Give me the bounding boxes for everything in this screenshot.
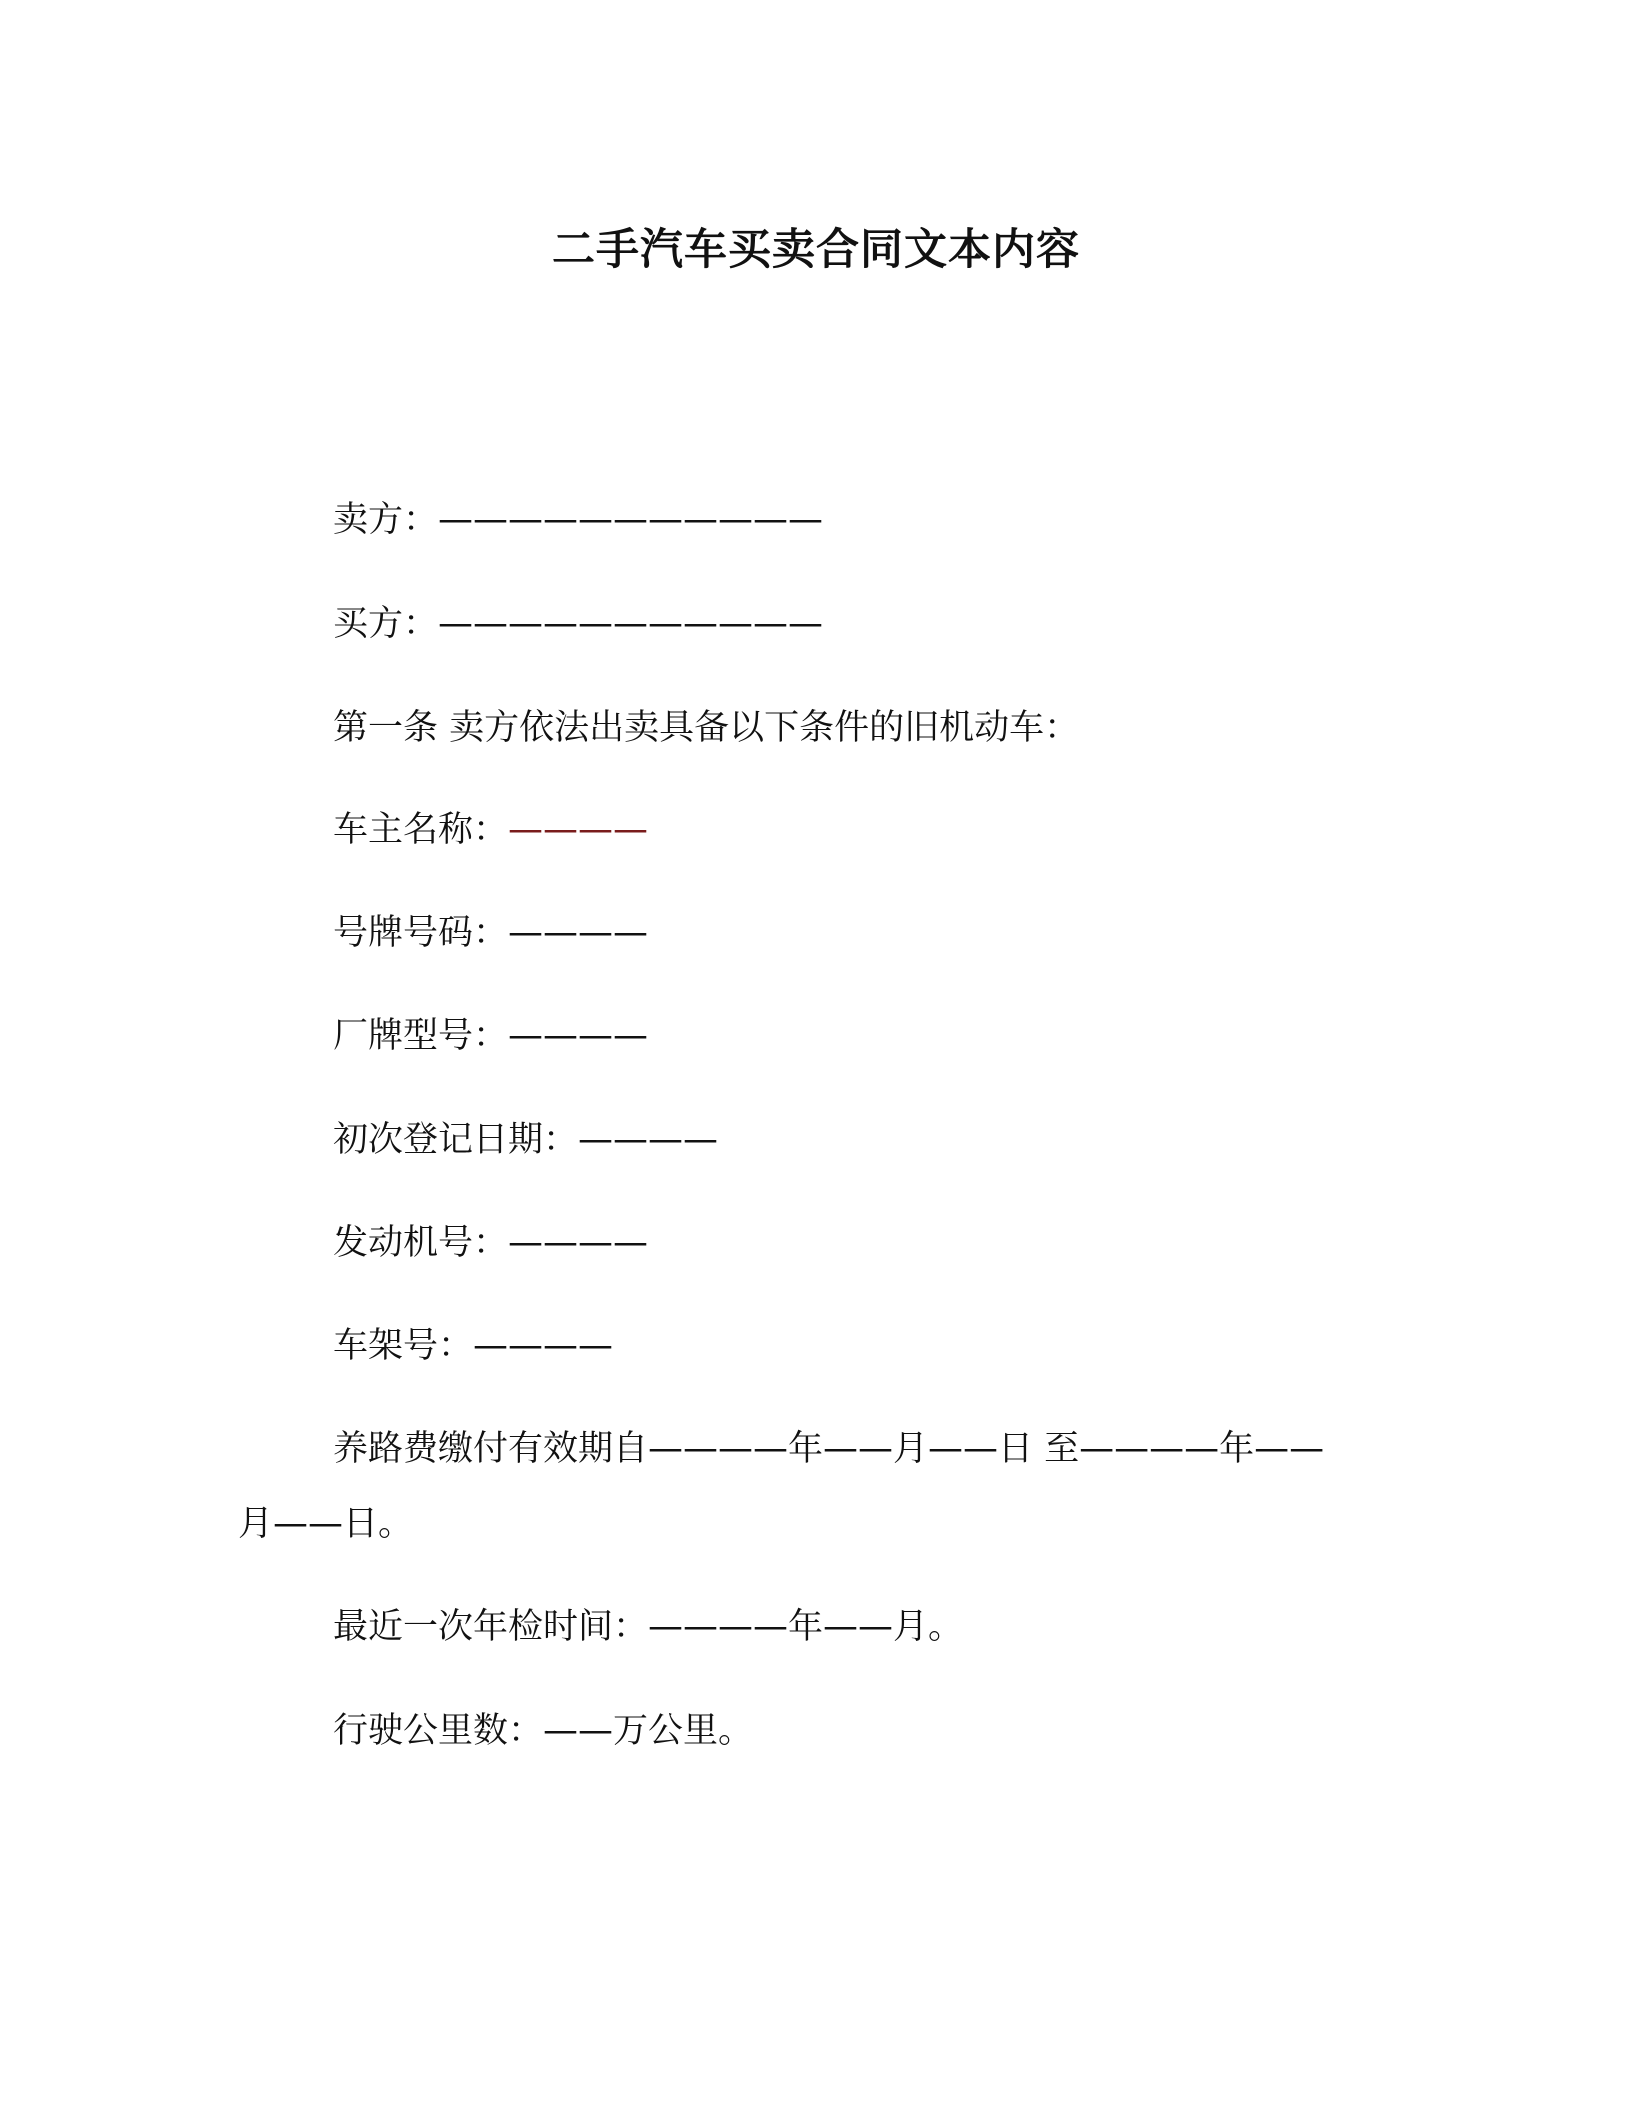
owner-name-line bbox=[333, 806, 648, 854]
road-fee-validity-line-cont: 月——日。 bbox=[238, 1504, 414, 1544]
road-fee-validity-line: 养路费缴付有效期自————年——月——日 至————年—— bbox=[333, 1429, 1325, 1469]
brand-model-line: 厂牌型号：———— bbox=[333, 1016, 649, 1056]
engine-number-line: 发动机号：———— bbox=[333, 1223, 649, 1263]
plate-number-line: 号牌号码：———— bbox=[333, 913, 649, 953]
buyer-line: 买方：——————————— bbox=[333, 604, 824, 644]
owner-name-blank: ———— bbox=[508, 810, 649, 850]
seller-line: 卖方：——————————— bbox=[333, 500, 824, 540]
mileage-line: 行驶公里数：——万公里。 bbox=[333, 1711, 754, 1751]
frame-number-line: 车架号：———— bbox=[333, 1326, 614, 1366]
last-inspection-line: 最近一次年检时间：————年——月。 bbox=[333, 1607, 964, 1647]
document-title: 二手汽车买卖合同文本内容 bbox=[552, 225, 1080, 275]
owner-name-label: 车主名称： bbox=[333, 810, 509, 850]
article-one-heading: 第一条 卖方依法出卖具备以下条件的旧机动车： bbox=[333, 708, 1080, 748]
first-registration-date-line: 初次登记日期：———— bbox=[333, 1120, 719, 1160]
